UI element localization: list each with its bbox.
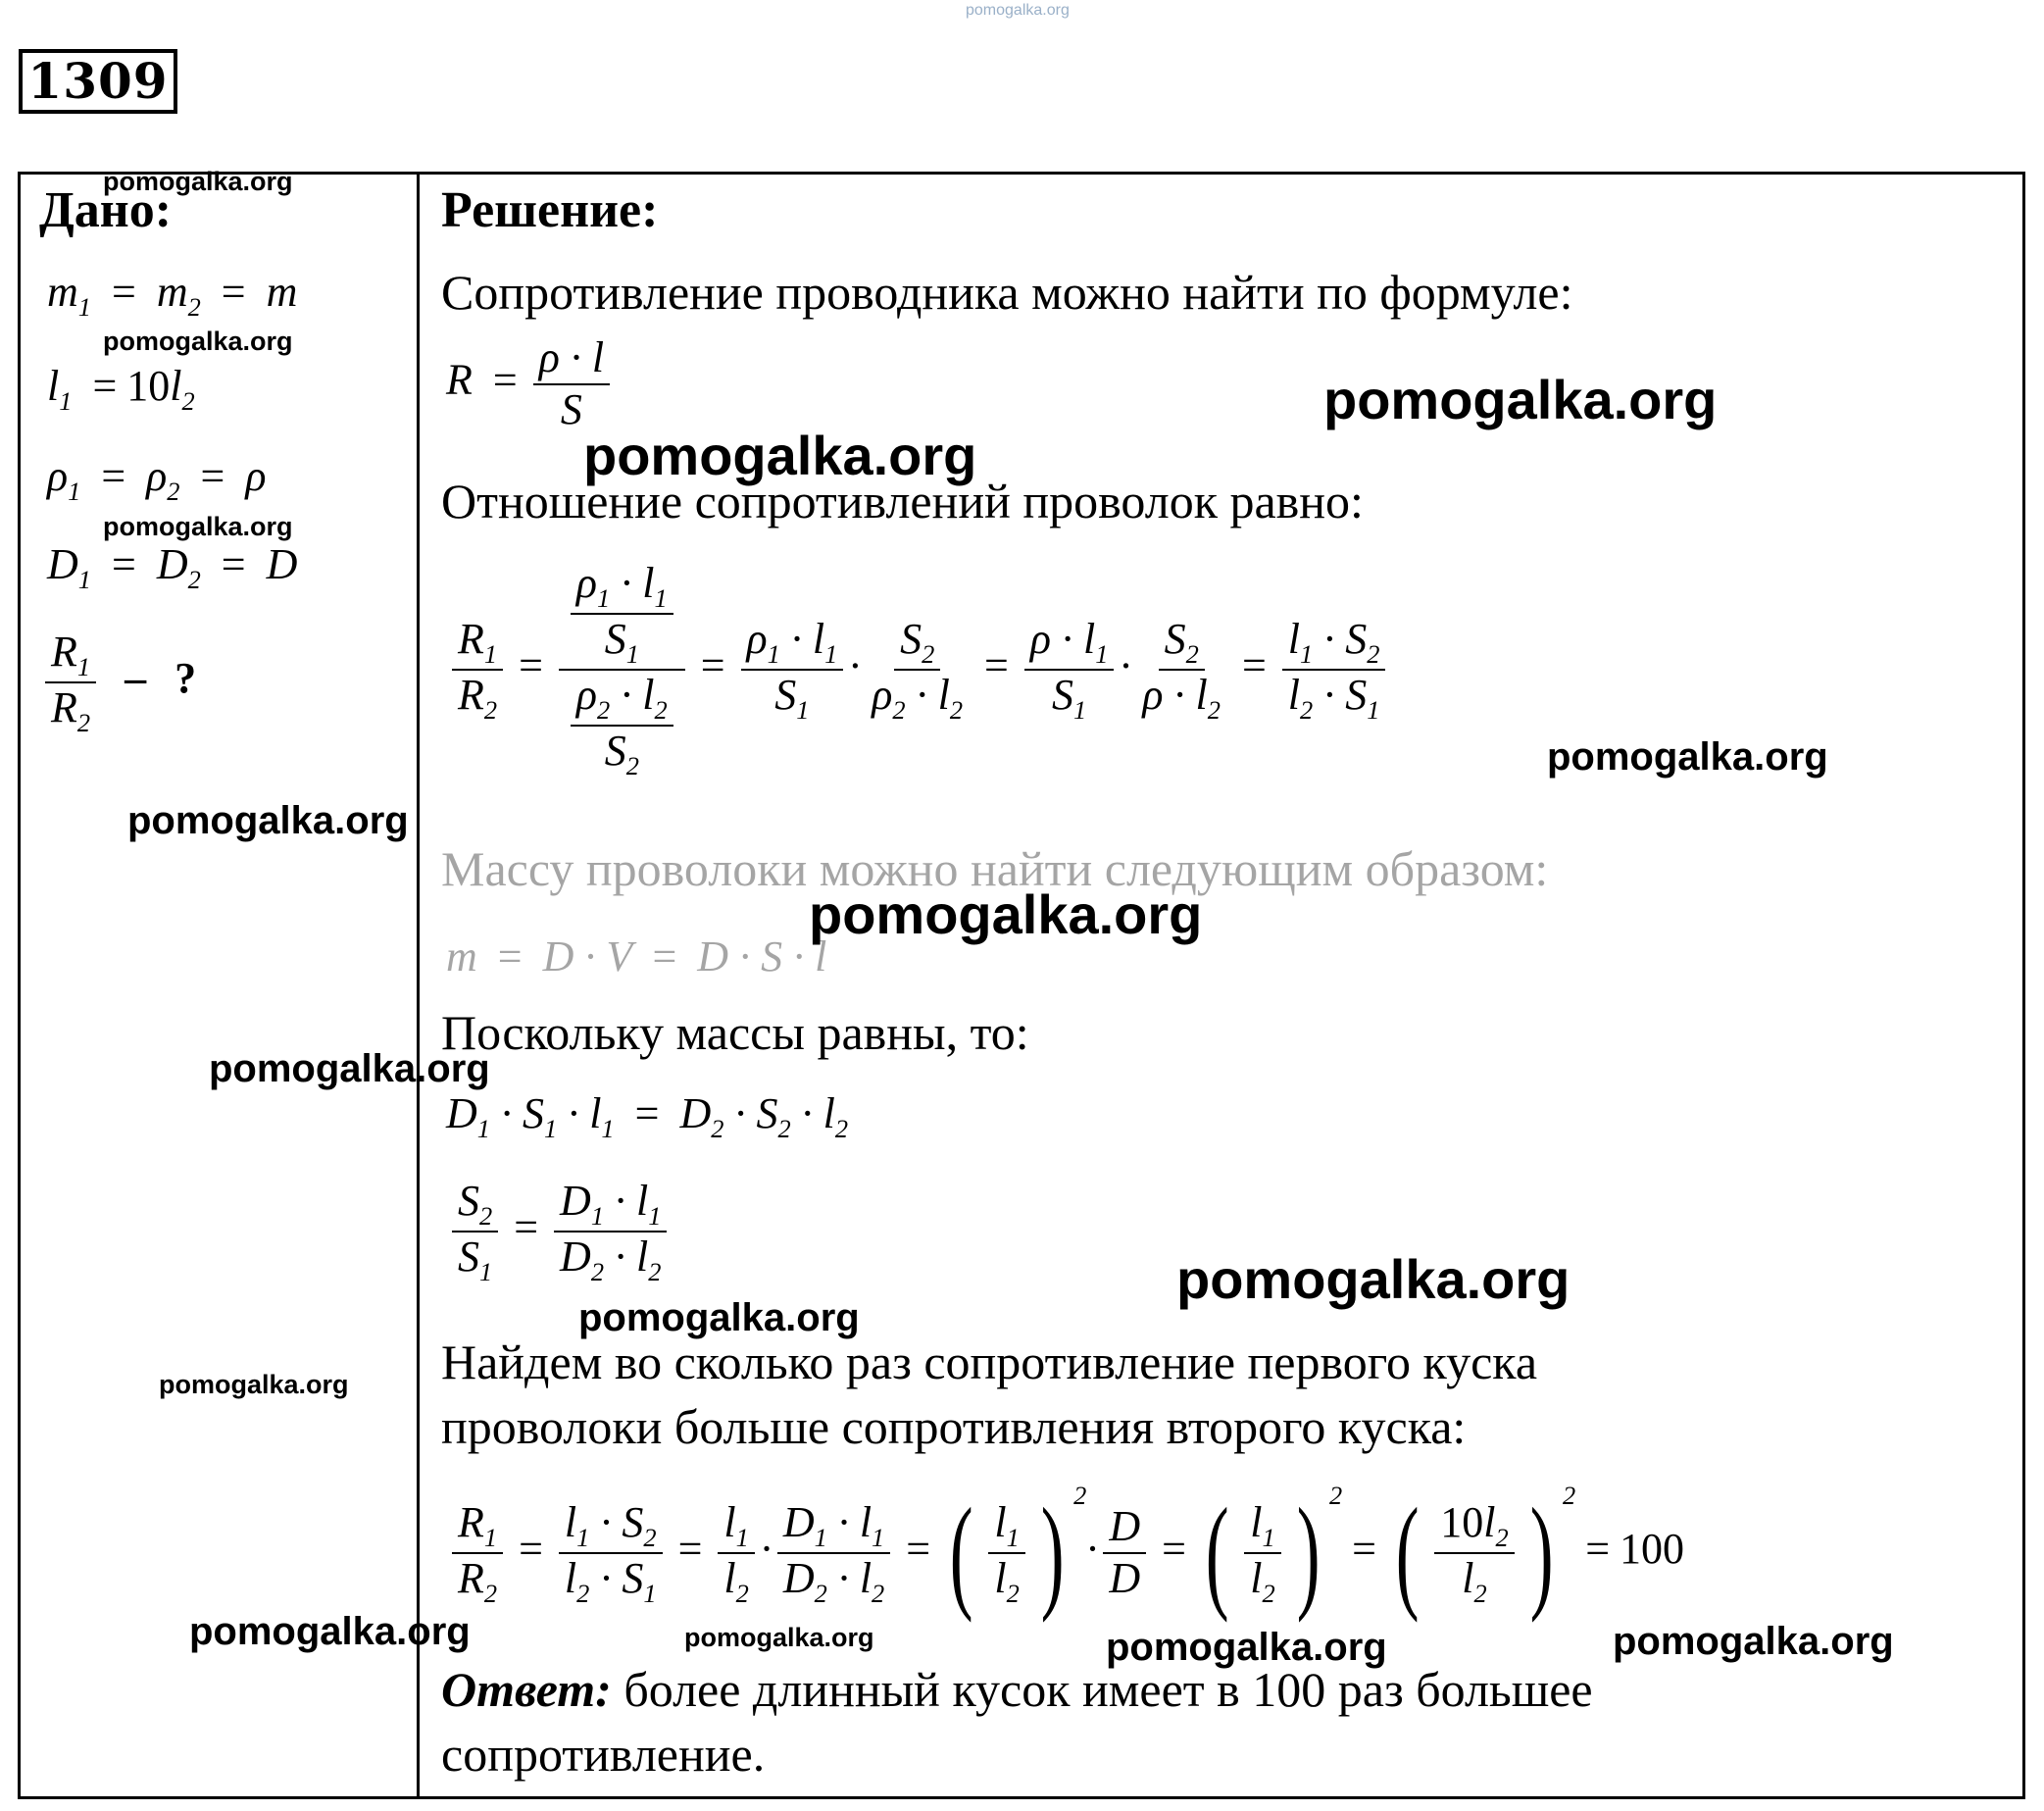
answer-text: более длинный кусок имеет в 100 раз большее (611, 1662, 1593, 1717)
watermark: pomogalka.org (189, 1610, 471, 1653)
solution-line5a: Найдем во сколько раз сопротивление первого куска (441, 1334, 1538, 1389)
watermark-top: pomogalka.org (966, 2, 1070, 19)
solution-line5b: проволоки больше сопротивления второго куска: (441, 1399, 1467, 1454)
formula-mass: m = D · V = D · S · l (446, 932, 827, 981)
answer-line1 (441, 1659, 1593, 1720)
table-divider (417, 172, 420, 1799)
watermark: pomogalka.org (1323, 369, 1718, 430)
question-dash: – (125, 654, 147, 703)
problem-number: 1309 (19, 49, 177, 114)
solution-line4: Поскольку массы равны, то: (441, 1005, 1029, 1060)
question-mark: ? (174, 654, 197, 703)
solution-heading: Решение: (441, 182, 659, 238)
given-masses: $m_1 = m_2 = m$ (47, 268, 298, 322)
watermark: pomogalka.org (209, 1047, 490, 1090)
exponent: 2 (1563, 1481, 1576, 1510)
watermark: pomogalka.org (1176, 1248, 1570, 1310)
exponent: 2 (1073, 1481, 1087, 1510)
watermark: pomogalka.org (159, 1370, 349, 1399)
solution-line2: Отношение сопротивлений проволок равно: (441, 474, 1364, 528)
solution-line3: Массу проволоки можно найти следующим образом: (441, 841, 1549, 896)
ten-value: 10 (126, 362, 171, 410)
watermark: pomogalka.org (103, 512, 293, 541)
given-resistivity: $\rho_1 = \rho_2 = \rho$ (47, 452, 267, 506)
given-lengths: $l_1 = 10l_2$ (47, 362, 195, 416)
watermark: pomogalka.org (103, 167, 293, 196)
result-value: 100 (1620, 1525, 1685, 1573)
watermark: pomogalka.org (1547, 735, 1828, 779)
given-question: $\frac{R_1}{R_2}$ – ? (39, 628, 196, 737)
ten-value: 10 (1440, 1497, 1484, 1546)
watermark: pomogalka.org (103, 327, 293, 356)
watermark: pomogalka.org (1106, 1626, 1387, 1669)
watermark: pomogalka.org (809, 883, 1203, 945)
formula-ratio: $\frac{R_1}{R_2}$ = $\frac{\frac{\rho_1 \cdot l_1}{S_1}}{\frac{\rho_2 \cdot l_2}{S_2}}$ = $\frac{\rho_1 \cdot l_1}{S_1}$ · $\frac{S_2}{\rho_2 \cdot l_2}$ = $\frac{\rho \cdot l_1}{S_1}$ · $\frac{S_2}{\rho \cdot l_2}$ = $\frac{l_1 \cdot S_2}{l_2 \cdot S_1}$ (446, 559, 1391, 781)
formula-area-ratio: $\frac{S_2}{S_1}$ = $\frac{D_1 \cdot l_1}{D_2 \cdot l_2}$ (446, 1177, 673, 1286)
formula-resistance: R = $\frac{\rho \cdot l}{S}$ (446, 333, 616, 434)
formula-final: $\frac{R_1}{R_2}$ = $\frac{l_1 \cdot S_2}{l_2 \cdot S_1}$ = $\frac{l_1}{l_2}$ · $\frac{D_1 \cdot l_1}{D_2 \cdot l_2}$ = ( $\frac{l_1}{l_2}$ ) $^2$· $\frac{D}{D}$ = ( $\frac{l_1}{l_2}$ ) $^2$= ( $\frac{10l_2}{l_2}$ ) $^2$= 100 (446, 1481, 1684, 1617)
given-density: $D_1 = D_2 = D$ (47, 540, 298, 594)
solution-line1: Сопротивление проводника можно найти по формуле: (441, 265, 1573, 320)
answer-line2: сопротивление. (441, 1727, 766, 1782)
watermark: pomogalka.org (583, 425, 977, 486)
watermark: pomogalka.org (1613, 1620, 1894, 1663)
exponent: 2 (1328, 1481, 1343, 1510)
watermark: pomogalka.org (578, 1296, 860, 1339)
watermark: pomogalka.org (127, 799, 409, 842)
watermark: pomogalka.org (684, 1623, 874, 1652)
formula-equal-masses: $D_1 \cdot S_1 \cdot l_1 = D_2 \cdot S_2 \cdot l_2$ (446, 1089, 849, 1143)
answer-label: Ответ: (441, 1662, 612, 1717)
given-heading: Дано: (39, 182, 173, 238)
